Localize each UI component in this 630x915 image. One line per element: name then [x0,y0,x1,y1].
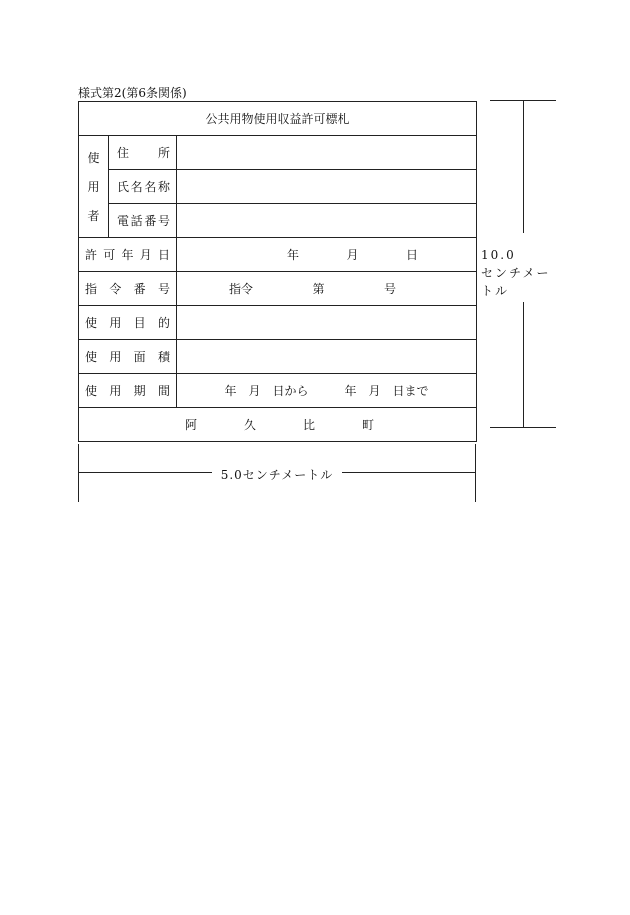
order-number-label-char: 指 [85,282,98,296]
address-label [109,136,177,170]
name-value[interactable] [177,170,477,204]
address-value[interactable] [177,136,477,170]
purpose-label-char: 使 [85,316,98,330]
address-label-char: 住 [117,146,130,160]
user-label-char: 使 [87,151,100,165]
phone-value[interactable] [177,204,477,238]
permit-date-year: 年 [287,248,300,262]
purpose-row [79,306,477,340]
form-number-label: 様式第2(第6条関係) [78,86,187,100]
area-value[interactable] [177,340,477,374]
user-name-row [79,170,477,204]
area-label-char: 使 [85,350,98,364]
permit-date-label-char: 日 [157,248,170,262]
address-label-char: 所 [157,146,170,160]
name-label-char: 名 [144,180,157,194]
order-gou: 号 [384,282,397,296]
area-label-char: 用 [109,350,122,364]
town-name-char: 阿 [185,418,198,432]
dimension-h-line-right [342,472,476,473]
dimension-v-line-lower [523,302,524,427]
area-label-char: 面 [133,350,146,364]
period-range-text: 年 月 日から 年 月 日まで [224,384,429,398]
permit-date-label-char: 可 [103,248,116,262]
area-label-char: 積 [157,350,170,364]
permit-plate-table [78,101,477,442]
phone-label [109,204,177,238]
dimension-h-left-tick [78,444,79,502]
order-number-row [79,272,477,306]
user-label-char: 者 [87,209,100,223]
permit-date-month: 月 [346,248,359,262]
permit-date-value[interactable] [177,238,477,272]
permit-date-label-char: 月 [139,248,152,262]
user-address-row [79,136,477,170]
purpose-label-char: 用 [109,316,122,330]
dimension-vertical-unit: センチメートル [481,266,551,298]
user-label [79,136,109,238]
period-label-char: 間 [157,384,170,398]
order-dai: 第 [312,282,325,296]
period-label-char: 期 [133,384,146,398]
order-number-label [79,272,177,306]
dimension-h-line-left [78,472,212,473]
dimension-horizontal-label: 5.0センチメートル [220,468,334,482]
purpose-label-char: 目 [133,316,146,330]
period-label-char: 使 [85,384,98,398]
dimension-v-bottom-tick [490,427,556,428]
purpose-label [79,306,177,340]
order-number-label-char: 号 [157,282,170,296]
permit-date-day: 日 [406,248,419,262]
phone-label-char: 話 [130,214,143,228]
period-value[interactable] [177,374,477,408]
order-number-label-char: 番 [133,282,146,296]
user-label-char: 用 [87,180,100,194]
permit-date-label [79,238,177,272]
order-prefix: 指令 [229,282,254,296]
purpose-label-char: 的 [157,316,170,330]
permit-date-label-char: 年 [121,248,134,262]
permit-date-label-char: 許 [85,248,98,262]
town-name-char: 町 [362,418,375,432]
dimension-vertical-label [481,246,557,300]
phone-label-char: 電 [117,214,130,228]
name-label [109,170,177,204]
area-label [79,340,177,374]
dimension-vertical-number: 10.0 [481,248,516,262]
dimension-h-right-tick [475,444,476,502]
title-row [79,102,477,136]
period-label [79,374,177,408]
purpose-value[interactable] [177,306,477,340]
phone-label-char: 番 [144,214,157,228]
town-name-char: 久 [244,418,257,432]
phone-label-char: 号 [157,214,170,228]
order-number-value[interactable] [177,272,477,306]
user-phone-row [79,204,477,238]
name-label-char: 称 [157,180,170,194]
permit-date-row [79,238,477,272]
period-row [79,374,477,408]
dimension-v-line-upper [523,101,524,233]
town-row [79,408,477,442]
period-label-char: 用 [109,384,122,398]
plate-title: 公共用物使用収益許可標札 [79,102,477,136]
order-number-label-char: 令 [109,282,122,296]
name-label-char: 名 [130,180,143,194]
town-name [79,408,477,442]
area-row [79,340,477,374]
town-name-char: 比 [303,418,316,432]
name-label-char: 氏 [117,180,130,194]
